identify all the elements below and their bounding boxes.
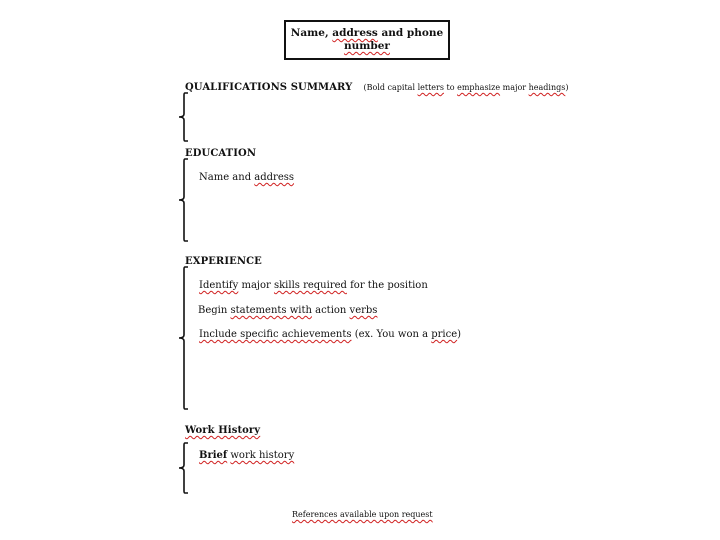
experience-text-misspelled: price xyxy=(431,329,458,340)
work-history-text-misspelled: Brief xyxy=(199,450,228,461)
note-text: to xyxy=(443,83,458,92)
experience-text: action xyxy=(311,305,350,316)
qualifications-brace xyxy=(176,92,190,142)
education-text: Name and xyxy=(199,172,255,183)
education-text-misspelled: address xyxy=(254,172,295,183)
experience-text: ) xyxy=(457,329,462,340)
experience-item-3 xyxy=(199,329,461,340)
name-address-phone-box xyxy=(284,20,450,60)
work-history-brace xyxy=(176,442,190,494)
qualifications-note xyxy=(364,83,569,92)
experience-item-2 xyxy=(198,305,377,316)
work-history-text-misspelled: work history xyxy=(230,450,295,461)
experience-text-misspelled: statements with xyxy=(230,305,312,316)
experience-heading: EXPERIENCE xyxy=(185,256,262,267)
note-text: (Bold capital xyxy=(363,83,418,92)
experience-text: (ex. You won a xyxy=(351,329,432,340)
experience-text: for the position xyxy=(346,280,428,291)
header-text-misspelled: address xyxy=(332,27,378,39)
experience-brace xyxy=(176,266,190,410)
note-text: major xyxy=(500,83,529,92)
experience-text-misspelled: skills required xyxy=(273,280,347,291)
experience-item-1 xyxy=(199,280,428,291)
experience-text: Begin xyxy=(198,305,231,316)
header-text: Name, xyxy=(290,27,333,39)
note-text-misspelled: headings xyxy=(528,83,566,92)
qualifications-heading-row xyxy=(185,75,568,94)
work-history-line xyxy=(199,450,294,461)
experience-text-misspelled: Identify xyxy=(199,280,239,291)
header-text: and phone xyxy=(377,27,444,39)
note-text-misspelled: letters xyxy=(417,83,444,92)
education-heading: EDUCATION xyxy=(185,148,257,159)
education-line xyxy=(199,172,294,183)
note-text-misspelled: emphasize xyxy=(457,83,501,92)
references-text: References available upon request xyxy=(292,510,433,519)
experience-text: major xyxy=(238,280,274,291)
work-history-heading-text: Work History xyxy=(185,425,261,436)
note-text: ) xyxy=(565,83,569,92)
references-line xyxy=(292,510,433,519)
experience-text-misspelled: verbs xyxy=(349,305,378,316)
qualifications-heading: QUALIFICATIONS SUMMARY xyxy=(185,82,353,93)
work-history-heading xyxy=(185,425,260,436)
header-text-misspelled: number xyxy=(344,40,390,52)
education-brace xyxy=(176,158,190,242)
experience-text-misspelled: Include specific achievements xyxy=(199,329,352,340)
header-line-1 xyxy=(286,27,448,40)
header-line-2 xyxy=(286,40,448,53)
